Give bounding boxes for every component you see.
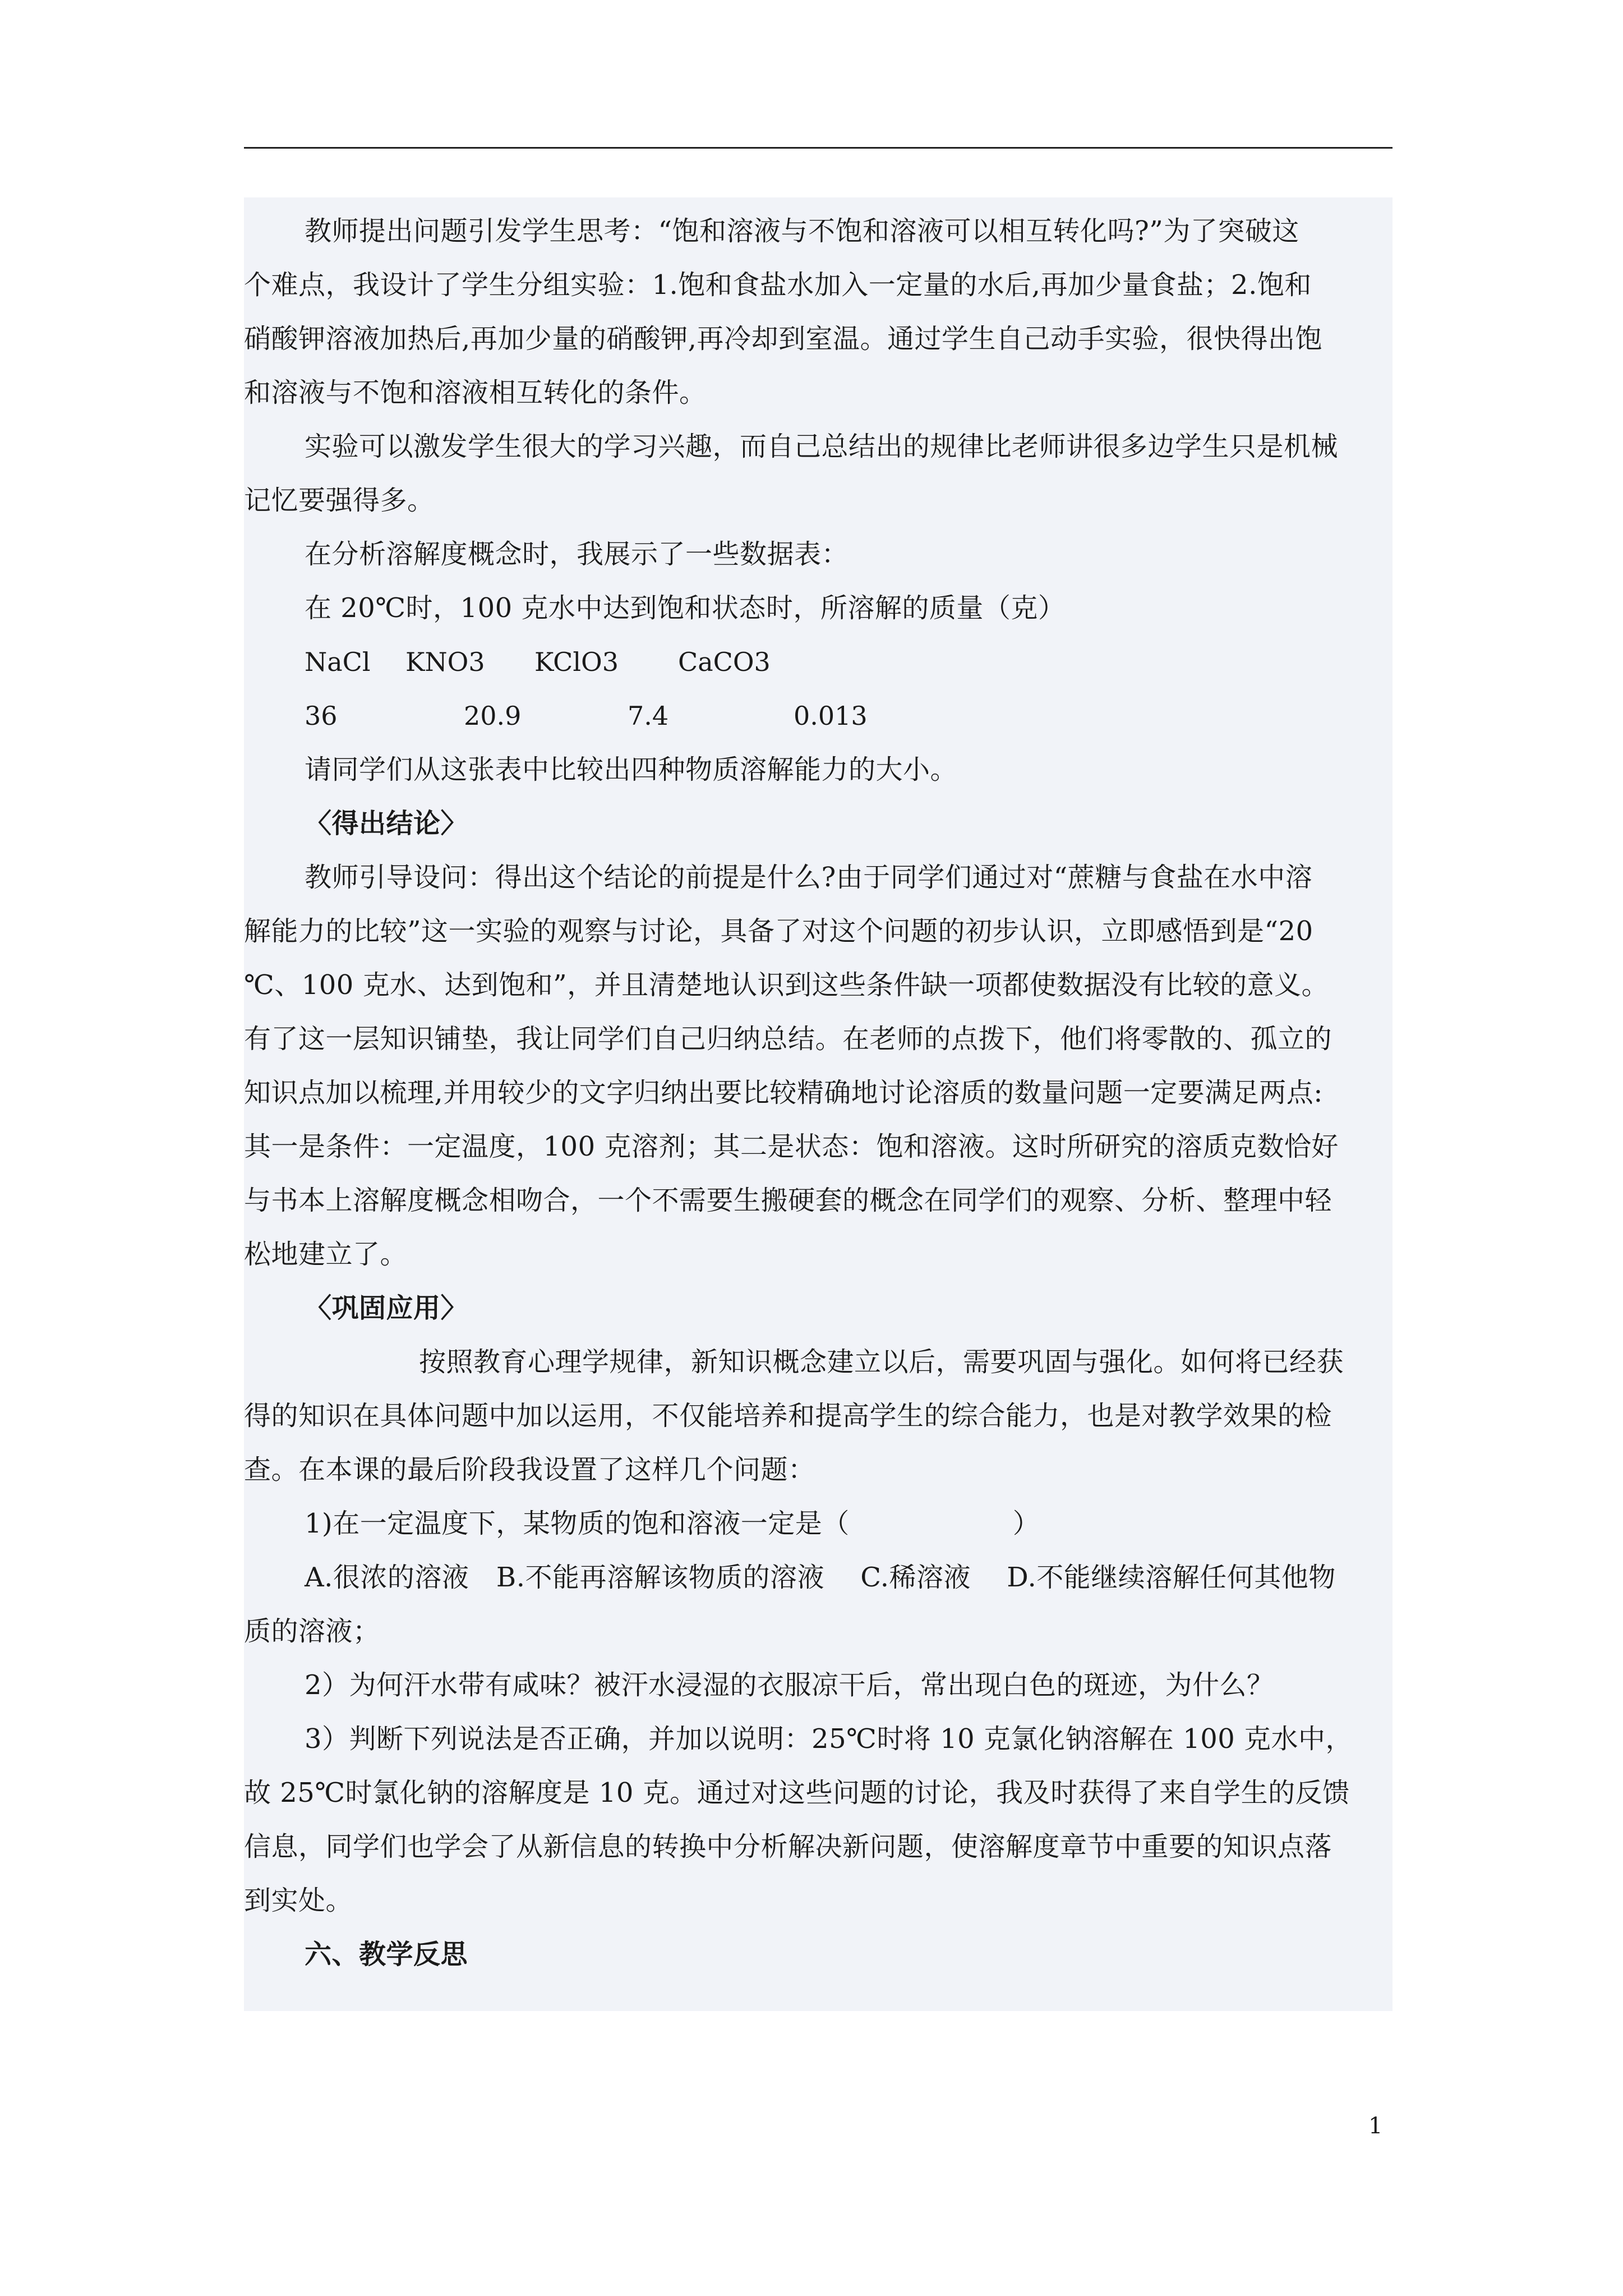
paragraph-line: 有了这一层知识铺垫，我让同学们自己归纳总结。在老师的点拨下，他们将零散的、孤立的 xyxy=(244,1023,1332,1055)
table-header-cell: KClO3 xyxy=(534,647,619,677)
paragraph-line: 硝酸钾溶液加热后,再加少量的硝酸钾,再冷却到室温。通过学生自己动手实验，很快得出饱 xyxy=(244,323,1323,355)
section-heading: 六、教学反思 xyxy=(305,1939,468,1970)
question-options-line: 质的溶液； xyxy=(244,1616,380,1647)
paragraph-line: 到实处。 xyxy=(244,1885,353,1916)
paragraph-line: ℃、100 克水、达到饱和”，并且清楚地认识到这些条件缺一项都使数据没有比较的意义。 xyxy=(244,969,1329,1001)
question-options-line: A.很浓的溶液 B.不能再溶解该物质的溶液 C.稀溶液 D.不能继续溶解任何其他物 xyxy=(305,1562,1336,1593)
paragraph-line: 记忆要强得多。 xyxy=(244,485,435,516)
page-number: 1 xyxy=(1368,2113,1383,2139)
header-rule xyxy=(244,147,1393,149)
paragraph-line: 查。在本课的最后阶段我设置了这样几个问题： xyxy=(244,1454,815,1485)
paragraph-line: 与书本上溶解度概念相吻合，一个不需要生搬硬套的概念在同学们的观察、分析、整理中轻 xyxy=(244,1185,1332,1216)
paragraph-line: 其一是条件：一定温度，100 克溶剂；其二是状态：饱和溶液。这时所研究的溶质克数恰好 xyxy=(244,1131,1339,1162)
paragraph-line: 按照教育心理学规律，新知识概念建立以后，需要巩固与强化。如何将已经获 xyxy=(419,1346,1344,1378)
paragraph-line: 得的知识在具体问题中加以运用，不仅能培养和提高学生的综合能力，也是对教学效果的检 xyxy=(244,1400,1332,1432)
table-header-cell: NaCl xyxy=(305,647,371,677)
paragraph-line: 知识点加以梳理,并用较少的文字归纳出要比较精确地讨论溶质的数量问题一定要满足两点: xyxy=(244,1077,1323,1108)
paragraph-line: 教师引导设问：得出这个结论的前提是什么?由于同学们通过对“蔗糖与食盐在水中溶 xyxy=(305,862,1313,893)
paragraph-line: 解能力的比较”这一实验的观察与讨论，具备了对这个问题的初步认识，立即感悟到是“20 xyxy=(244,915,1313,947)
section-heading: 〈得出结论〉 xyxy=(305,808,468,839)
document-body xyxy=(244,197,1393,2011)
section-heading: 〈巩固应用〉 xyxy=(305,1292,468,1324)
paragraph-line: 松地建立了。 xyxy=(244,1239,408,1270)
paragraph-line: 故 25℃时氯化钠的溶解度是 10 克。通过对这些问题的讨论，我及时获得了来自学生的反馈 xyxy=(244,1777,1350,1809)
table-value-cell: 36 xyxy=(305,701,338,731)
paragraph-line: 和溶液与不饱和溶液相互转化的条件。 xyxy=(244,377,707,408)
table-header-cell: KNO3 xyxy=(405,647,485,677)
table-value-cell: 0.013 xyxy=(794,701,868,731)
table-value-cell: 7.4 xyxy=(628,701,669,731)
question-line: 1)在一定温度下，某物质的饱和溶液一定是（ ） xyxy=(305,1508,1040,1539)
table-value-cell: 20.9 xyxy=(464,701,522,731)
question-line: 3）判断下列说法是否正确，并加以说明：25℃时将 10 克氯化钠溶解在 100 克水中， xyxy=(305,1723,1353,1755)
paragraph-line: 个难点，我设计了学生分组实验：1.饱和食盐水加入一定量的水后,再加少量食盐；2.饱和 xyxy=(244,269,1312,301)
paragraph-line: 实验可以激发学生很大的学习兴趣，而自己总结出的规律比老师讲很多边学生只是机械 xyxy=(305,431,1339,462)
table-caption: 在 20℃时，100 克水中达到饱和状态时，所溶解的质量（克） xyxy=(305,592,1066,624)
paragraph-line: 教师提出问题引发学生思考：“饱和溶液与不饱和溶液可以相互转化吗?”为了突破这 xyxy=(305,215,1299,247)
paragraph-line: 信息，同学们也学会了从新信息的转换中分析解决新问题，使溶解度章节中重要的知识点落 xyxy=(244,1831,1332,1862)
question-line: 2）为何汗水带有咸味？被汗水浸湿的衣服凉干后，常出现白色的斑迹，为什么？ xyxy=(305,1669,1274,1701)
table-header-cell: CaCO3 xyxy=(678,647,771,677)
paragraph-line: 请同学们从这张表中比较出四种物质溶解能力的大小。 xyxy=(305,754,958,785)
paragraph-line: 在分析溶解度概念时，我展示了一些数据表： xyxy=(305,539,849,570)
